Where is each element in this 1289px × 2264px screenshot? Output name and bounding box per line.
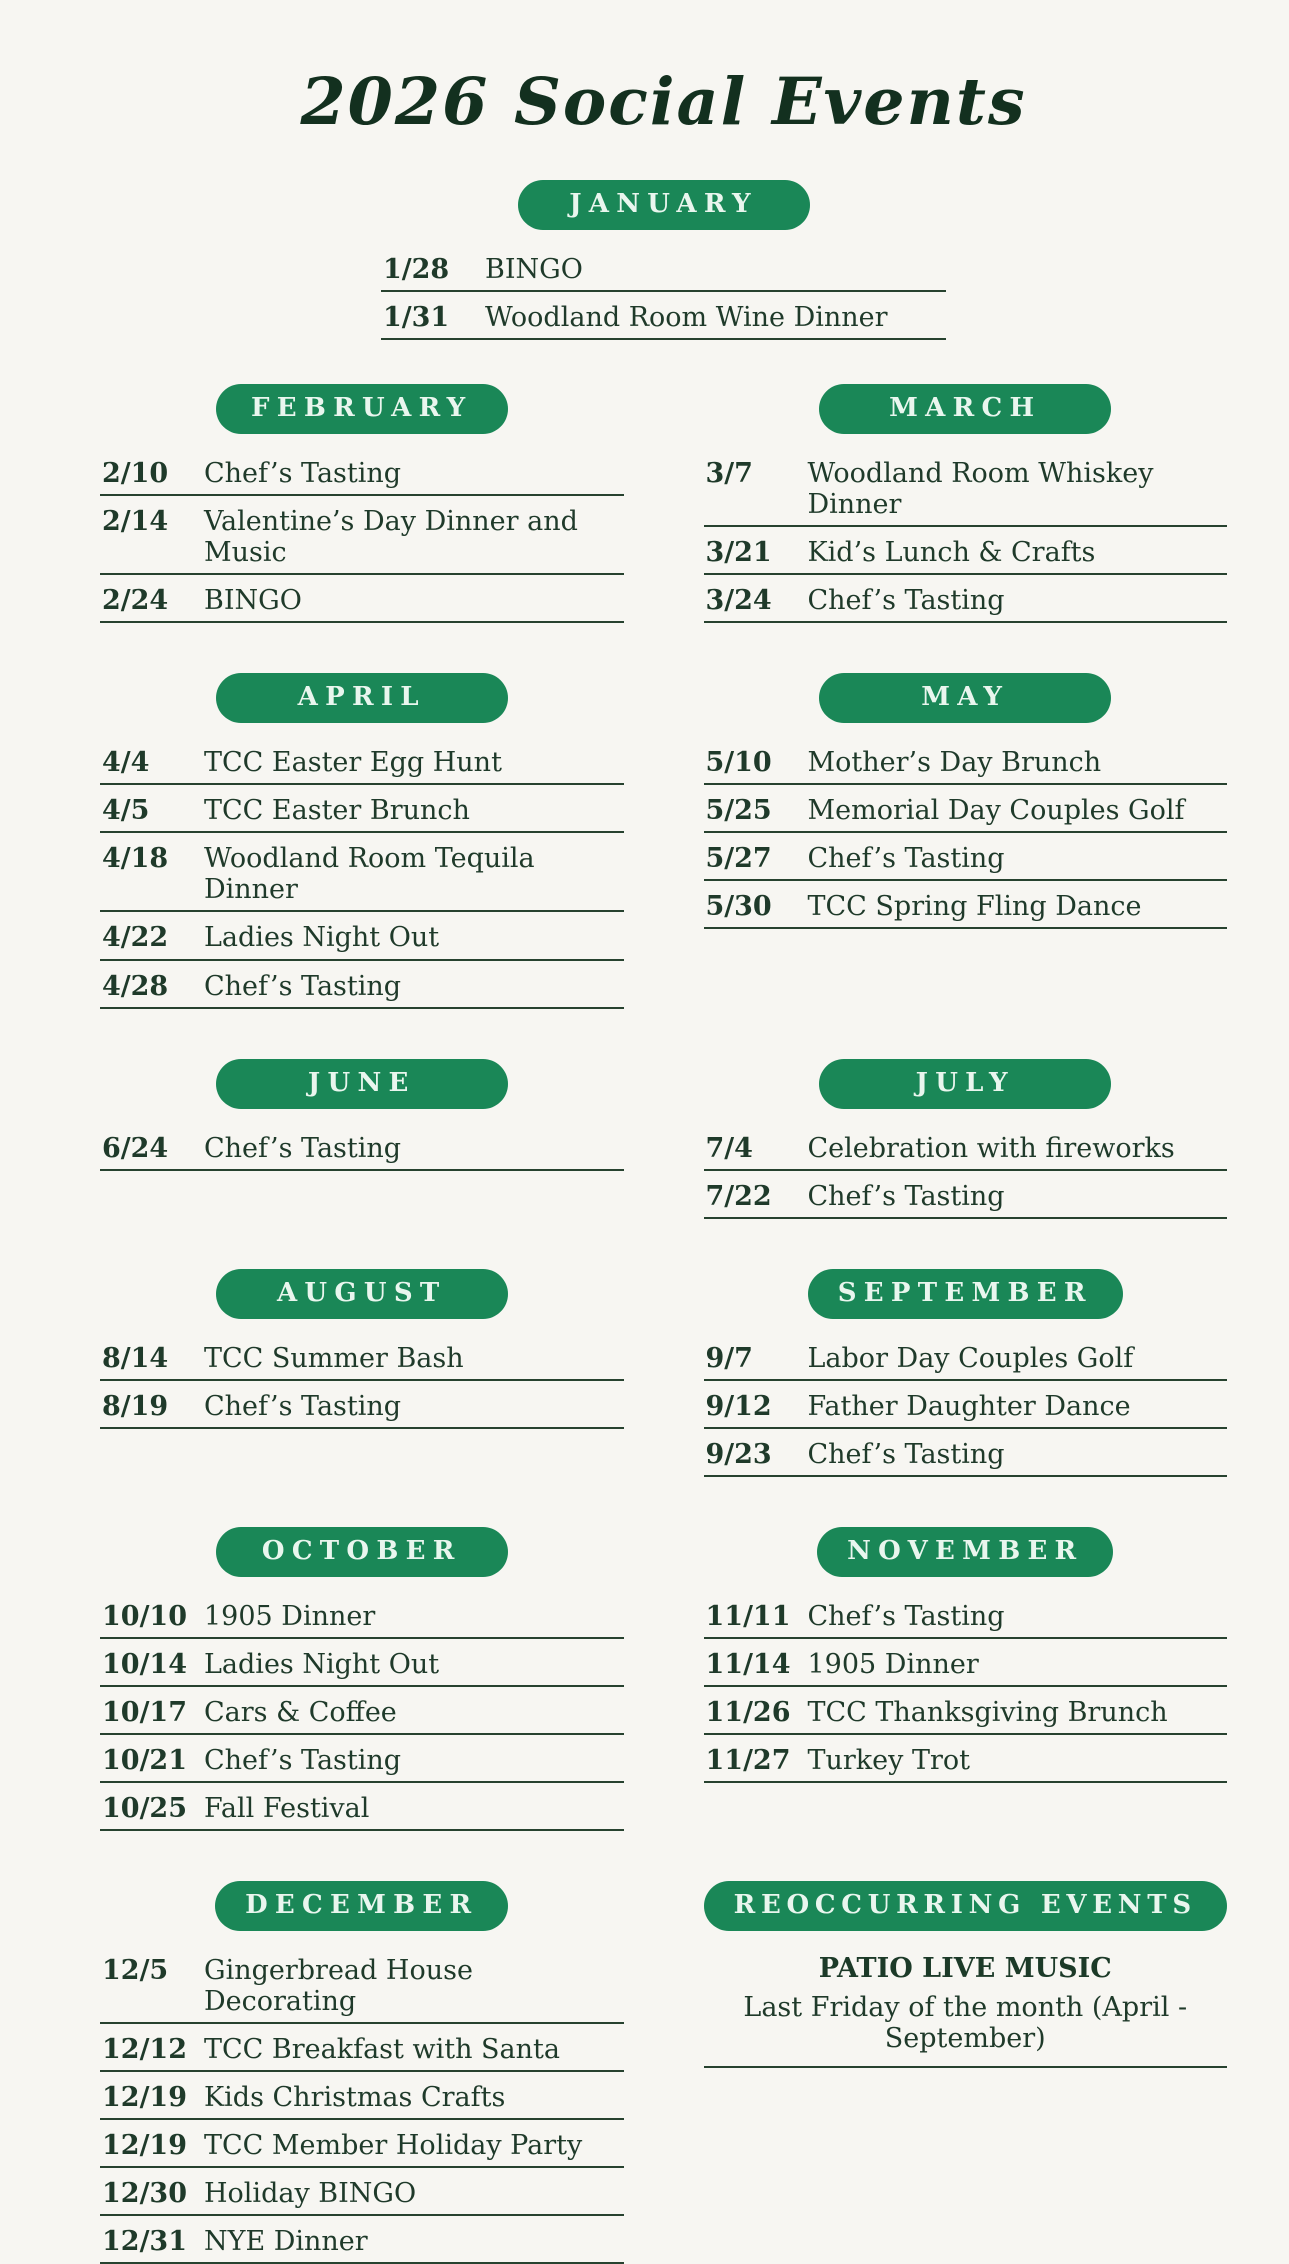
event-date: 10/21 bbox=[102, 1744, 188, 1776]
event-title: Chef’s Tasting bbox=[807, 1180, 1005, 1212]
event-row bbox=[704, 881, 1228, 929]
event-date: 9/12 bbox=[705, 1390, 772, 1422]
event-date: 11/11 bbox=[705, 1600, 791, 1632]
month-pill: FEBRUARY bbox=[216, 384, 508, 434]
event-title: TCC Summer Bash bbox=[204, 1342, 464, 1374]
month-section-march bbox=[704, 384, 1228, 623]
event-date: 11/27 bbox=[705, 1744, 791, 1776]
event-title: Mother’s Day Brunch bbox=[807, 747, 1102, 779]
recurring-events-section bbox=[704, 1881, 1228, 2068]
event-title: TCC Thanksgiving Brunch bbox=[807, 1696, 1168, 1728]
event-row bbox=[100, 448, 624, 496]
event-date: 3/7 bbox=[705, 458, 753, 490]
event-title: TCC Easter Brunch bbox=[204, 795, 470, 827]
event-row bbox=[100, 2072, 624, 2120]
event-title: TCC Breakfast with Santa bbox=[204, 2034, 560, 2066]
month-section-august bbox=[100, 1269, 624, 1429]
event-title: Chef’s Tasting bbox=[807, 843, 1005, 875]
event-title: Ladies Night Out bbox=[204, 922, 440, 954]
month-section-july bbox=[704, 1059, 1228, 1219]
event-date: 5/30 bbox=[705, 891, 772, 923]
month-pill: MAY bbox=[819, 673, 1111, 723]
event-date: 11/26 bbox=[705, 1696, 791, 1728]
month-section-january bbox=[381, 180, 946, 340]
event-row bbox=[100, 1783, 624, 1831]
event-date: 6/24 bbox=[102, 1132, 169, 1164]
event-row bbox=[100, 785, 624, 833]
event-date: 8/14 bbox=[102, 1342, 169, 1374]
month-pill: OCTOBER bbox=[216, 1527, 508, 1577]
event-date: 1/31 bbox=[383, 302, 450, 334]
event-row bbox=[100, 2120, 624, 2168]
event-title: Chef’s Tasting bbox=[204, 458, 402, 490]
event-date: 3/24 bbox=[705, 585, 772, 617]
event-row bbox=[381, 244, 946, 292]
event-row bbox=[100, 1687, 624, 1735]
event-row bbox=[704, 785, 1228, 833]
event-row bbox=[100, 2168, 624, 2216]
event-title: Gingerbread House Decorating bbox=[204, 1955, 473, 2018]
event-title: Chef’s Tasting bbox=[204, 1744, 402, 1776]
event-row bbox=[100, 1333, 624, 1381]
month-section-december bbox=[100, 1881, 624, 2264]
event-row bbox=[704, 1735, 1228, 1783]
event-row bbox=[100, 575, 624, 623]
event-row bbox=[704, 1123, 1228, 1171]
event-row bbox=[704, 1687, 1228, 1735]
month-section-september bbox=[704, 1269, 1228, 1477]
event-date: 12/19 bbox=[102, 2082, 188, 2114]
event-row bbox=[704, 833, 1228, 881]
event-title: Chef’s Tasting bbox=[204, 1132, 402, 1164]
event-date: 12/30 bbox=[102, 2178, 188, 2210]
event-date: 12/19 bbox=[102, 2130, 188, 2162]
recurring-detail: Last Friday of the month (April - September) bbox=[704, 1992, 1228, 2068]
event-date: 9/23 bbox=[705, 1438, 772, 1470]
event-row bbox=[704, 1639, 1228, 1687]
month-pill: JANUARY bbox=[518, 180, 810, 230]
month-pill: MARCH bbox=[819, 384, 1111, 434]
event-title: Chef’s Tasting bbox=[204, 970, 402, 1002]
month-pill: APRIL bbox=[216, 673, 508, 723]
month-section-may bbox=[704, 673, 1228, 929]
event-title: Woodland Room Tequila Dinner bbox=[204, 843, 535, 906]
event-title: Chef’s Tasting bbox=[204, 1390, 402, 1422]
event-date: 5/25 bbox=[705, 795, 772, 827]
event-date: 12/31 bbox=[102, 2226, 188, 2258]
event-date: 10/14 bbox=[102, 1648, 188, 1680]
month-pill: SEPTEMBER bbox=[808, 1269, 1123, 1319]
recurring-events-pill: REOCCURRING EVENTS bbox=[704, 1881, 1228, 1931]
month-pill: DECEMBER bbox=[215, 1881, 508, 1931]
event-date: 1/28 bbox=[383, 254, 450, 285]
event-date: 4/22 bbox=[102, 922, 169, 954]
event-date: 12/5 bbox=[102, 1955, 169, 1987]
event-title: Memorial Day Couples Golf bbox=[807, 795, 1185, 827]
event-date: 3/21 bbox=[705, 537, 772, 569]
event-row bbox=[704, 1591, 1228, 1639]
event-title: Labor Day Couples Golf bbox=[807, 1342, 1134, 1374]
event-row bbox=[100, 1591, 624, 1639]
event-title: NYE Dinner bbox=[204, 2226, 368, 2258]
event-row bbox=[704, 737, 1228, 785]
event-row bbox=[100, 1381, 624, 1429]
event-title: TCC Spring Fling Dance bbox=[807, 891, 1142, 923]
event-title: Father Daughter Dance bbox=[807, 1390, 1131, 1422]
month-section-october bbox=[100, 1527, 624, 1831]
event-title: Woodland Room Whiskey Dinner bbox=[807, 458, 1154, 521]
event-date: 10/10 bbox=[102, 1600, 188, 1632]
event-date: 10/17 bbox=[102, 1696, 188, 1728]
event-date: 8/19 bbox=[102, 1390, 169, 1422]
event-date: 4/4 bbox=[102, 747, 150, 779]
event-title: Chef’s Tasting bbox=[807, 585, 1005, 617]
event-date: 2/14 bbox=[102, 506, 169, 538]
event-date: 4/28 bbox=[102, 970, 169, 1002]
event-row bbox=[704, 1381, 1228, 1429]
event-date: 4/5 bbox=[102, 795, 150, 827]
event-date: 7/4 bbox=[705, 1132, 753, 1164]
event-row bbox=[100, 961, 624, 1009]
event-date: 7/22 bbox=[705, 1180, 772, 1212]
event-date: 10/25 bbox=[102, 1792, 188, 1824]
event-title: Chef’s Tasting bbox=[807, 1438, 1005, 1470]
event-row bbox=[100, 1123, 624, 1171]
event-title: Celebration with fireworks bbox=[807, 1132, 1175, 1164]
event-title: 1905 Dinner bbox=[807, 1648, 979, 1680]
event-title: 1905 Dinner bbox=[204, 1600, 376, 1632]
event-row bbox=[704, 527, 1228, 575]
event-title: Turkey Trot bbox=[807, 1744, 971, 1776]
event-row bbox=[381, 292, 946, 340]
event-title: TCC Easter Egg Hunt bbox=[204, 747, 502, 779]
event-row bbox=[100, 737, 624, 785]
month-section-april bbox=[100, 673, 624, 1008]
month-pill: JULY bbox=[819, 1059, 1111, 1109]
event-row bbox=[100, 1735, 624, 1783]
recurring-heading: PATIO LIVE MUSIC bbox=[818, 1953, 1112, 1985]
month-pill: AUGUST bbox=[216, 1269, 508, 1319]
month-section-june bbox=[100, 1059, 624, 1171]
event-row bbox=[100, 2024, 624, 2072]
event-title: Kids Christmas Crafts bbox=[204, 2082, 506, 2114]
event-row bbox=[100, 912, 624, 960]
months-grid bbox=[100, 384, 1227, 2264]
event-title: Woodland Room Wine Dinner bbox=[485, 302, 888, 334]
event-title: Valentine’s Day Dinner and Music bbox=[204, 506, 578, 569]
event-row bbox=[100, 833, 624, 912]
event-date: 5/27 bbox=[705, 843, 772, 875]
event-title: Chef’s Tasting bbox=[807, 1600, 1005, 1632]
month-section-november bbox=[704, 1527, 1228, 1783]
event-row bbox=[704, 1429, 1228, 1477]
event-row bbox=[100, 496, 624, 575]
event-date: 2/24 bbox=[102, 585, 169, 617]
event-row bbox=[100, 1945, 624, 2024]
event-title: Kid’s Lunch & Crafts bbox=[807, 537, 1096, 569]
event-row bbox=[704, 448, 1228, 527]
event-date: 4/18 bbox=[102, 843, 169, 875]
month-section-february bbox=[100, 384, 624, 623]
event-title: BINGO bbox=[204, 585, 302, 617]
page-title: 2026 Social Events bbox=[300, 64, 1027, 140]
event-row bbox=[704, 1333, 1228, 1381]
event-row bbox=[704, 1171, 1228, 1219]
event-title: Fall Festival bbox=[204, 1792, 370, 1824]
month-pill: JUNE bbox=[216, 1059, 508, 1109]
event-date: 5/10 bbox=[705, 747, 772, 779]
event-row bbox=[100, 1639, 624, 1687]
event-date: 12/12 bbox=[102, 2034, 188, 2066]
event-title: Cars & Coffee bbox=[204, 1696, 397, 1728]
event-title: Holiday BINGO bbox=[204, 2178, 417, 2210]
event-row bbox=[100, 2216, 624, 2264]
event-title: TCC Member Holiday Party bbox=[204, 2130, 583, 2162]
event-title: BINGO bbox=[485, 254, 583, 285]
event-row bbox=[704, 575, 1228, 623]
january-slot bbox=[381, 180, 946, 340]
event-date: 11/14 bbox=[705, 1648, 791, 1680]
event-title: Ladies Night Out bbox=[204, 1648, 440, 1680]
event-date: 2/10 bbox=[102, 458, 169, 490]
month-pill: NOVEMBER bbox=[817, 1527, 1113, 1577]
event-date: 9/7 bbox=[705, 1342, 753, 1374]
